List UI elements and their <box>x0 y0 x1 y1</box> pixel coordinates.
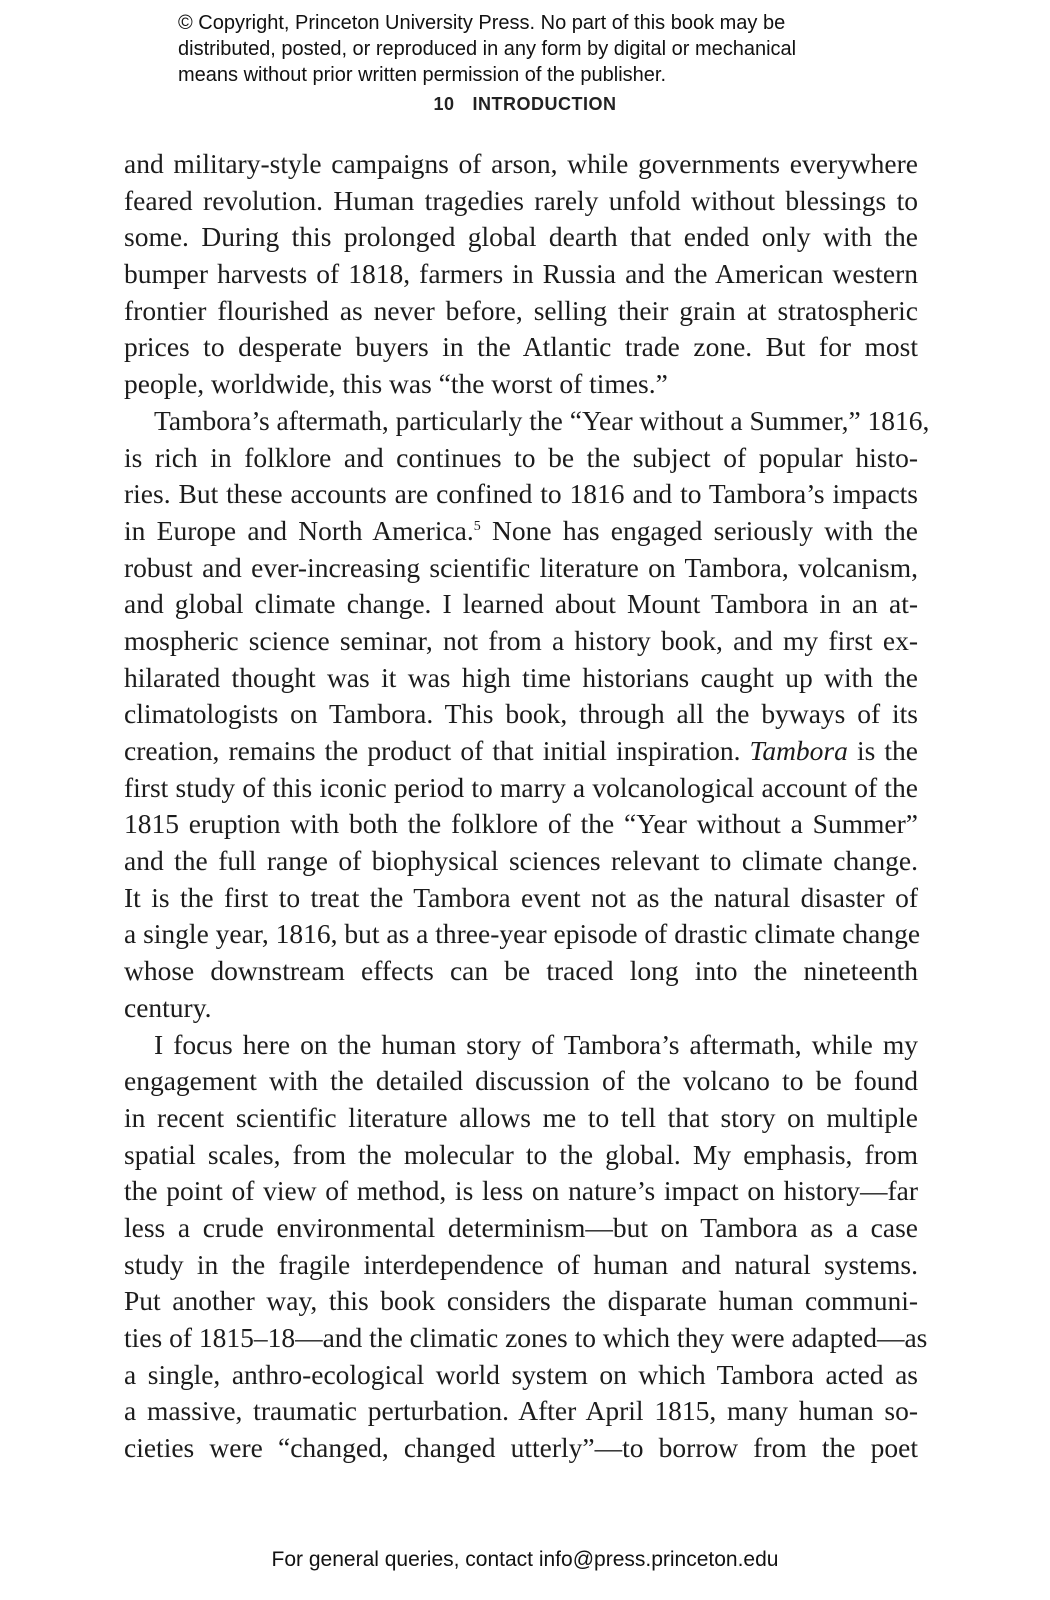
text-line: and military-style campaigns of arson, while governments everywhere <box>124 148 918 179</box>
text-segment: is the <box>847 735 918 766</box>
text-line: less a crude environmental determinism—but on Tambora as a case <box>124 1211 918 1243</box>
text-line: frontier flourished as never before, selling their grain at stratospheric <box>124 294 918 326</box>
running-head <box>0 94 1050 115</box>
text-line: mospheric science seminar, not from a history book, and my first ex- <box>124 624 918 656</box>
text-line: feared revolution. Human tragedies rarely unfold without blessings to <box>124 184 918 216</box>
text-line: robust and ever-increasing scientific literature on Tambora, volcanism, <box>124 551 918 583</box>
text-line: and the full range of biophysical sciences relevant to climate change. <box>124 845 918 877</box>
footer-contact: For general queries, contact info@press.princeton.edu <box>271 1548 779 1571</box>
text-line: whose downstream effects can be traced long into the nineteenth <box>124 955 918 987</box>
text-line: Put another way, this book considers the disparate human communi- <box>124 1285 918 1317</box>
text-line: is rich in folklore and continues to be the subject of popular histo- <box>124 441 918 473</box>
text-line: ties of 1815–18—and the climatic zones to which they were adapted—as <box>124 1322 928 1353</box>
text-line: first study of this iconic period to marry a volcanological account of the <box>124 771 918 803</box>
text-line-with-footnote <box>124 513 918 550</box>
copyright-line: means without prior written permission of the publisher. <box>178 64 667 86</box>
text-line: I focus here on the human story of Tambora’s aftermath, while my <box>154 1028 918 1060</box>
text-line: hilarated thought was it was high time historians caught up with the <box>124 661 918 693</box>
text-line: a massive, traumatic perturbation. After April 1815, many human so- <box>124 1395 918 1427</box>
text-line: spatial scales, from the molecular to the global. My emphasis, from <box>124 1138 918 1170</box>
text-line: some. During this prolonged global dearth that ended only with the <box>124 221 918 253</box>
copyright-line: © Copyright, Princeton University Press. No part of this book may be <box>178 12 786 34</box>
chapter-title: INTRODUCTION <box>472 94 617 114</box>
copyright-notice <box>178 10 938 88</box>
text-line: a single year, 1816, but as a three-year episode of drastic climate change <box>124 918 921 950</box>
text-line: It is the first to treat the Tambora event not as the natural disaster of <box>124 881 918 913</box>
page-number: 10 <box>433 94 455 114</box>
text-line: people, worldwide, this was “the worst of times.” <box>124 368 668 400</box>
text-line: Tambora’s aftermath, particularly the “Year without a Summer,” 1816, <box>154 404 930 436</box>
book-title-italic: Tambora <box>749 735 848 766</box>
text-line: the point of view of method, is less on nature’s impact on history—far <box>124 1175 918 1207</box>
text-line: prices to desperate buyers in the Atlantic trade zone. But for most <box>124 331 918 363</box>
text-line: century. <box>124 991 212 1023</box>
text-line: ries. But these accounts are confined to 1816 and to Tambora’s impacts <box>124 478 918 510</box>
copyright-line: distributed, posted, or reproduced in any form by digital or mechanical <box>178 38 797 60</box>
text-line-with-italic <box>124 733 918 770</box>
body-text <box>124 146 930 1467</box>
text-segment: in Europe and North America. <box>124 514 474 546</box>
text-segment: None has engaged seriously with the <box>480 514 918 546</box>
text-line: and global climate change. I learned about Mount Tambora in an at- <box>124 588 918 620</box>
text-line: 1815 eruption with both the folklore of the “Year without a Summer” <box>124 808 918 840</box>
text-line: engagement with the detailed discussion of the volcano to be found <box>124 1065 918 1097</box>
text-line: in recent scientific literature allows me to tell that story on multiple <box>124 1101 918 1133</box>
text-line: study in the fragile interdependence of human and natural systems. <box>124 1248 918 1280</box>
text-line: a single, anthro-ecological world system on which Tambora acted as <box>124 1358 918 1390</box>
footnote-marker: 5 <box>473 518 481 534</box>
text-line: climatologists on Tambora. This book, through all the byways of its <box>124 698 918 730</box>
text-segment: creation, remains the product of that initial inspiration. <box>124 735 750 766</box>
text-line: cieties were “changed, changed utterly”—to borrow from the poet <box>124 1432 918 1464</box>
text-line: bumper harvests of 1818, farmers in Russia and the American western <box>124 258 918 290</box>
